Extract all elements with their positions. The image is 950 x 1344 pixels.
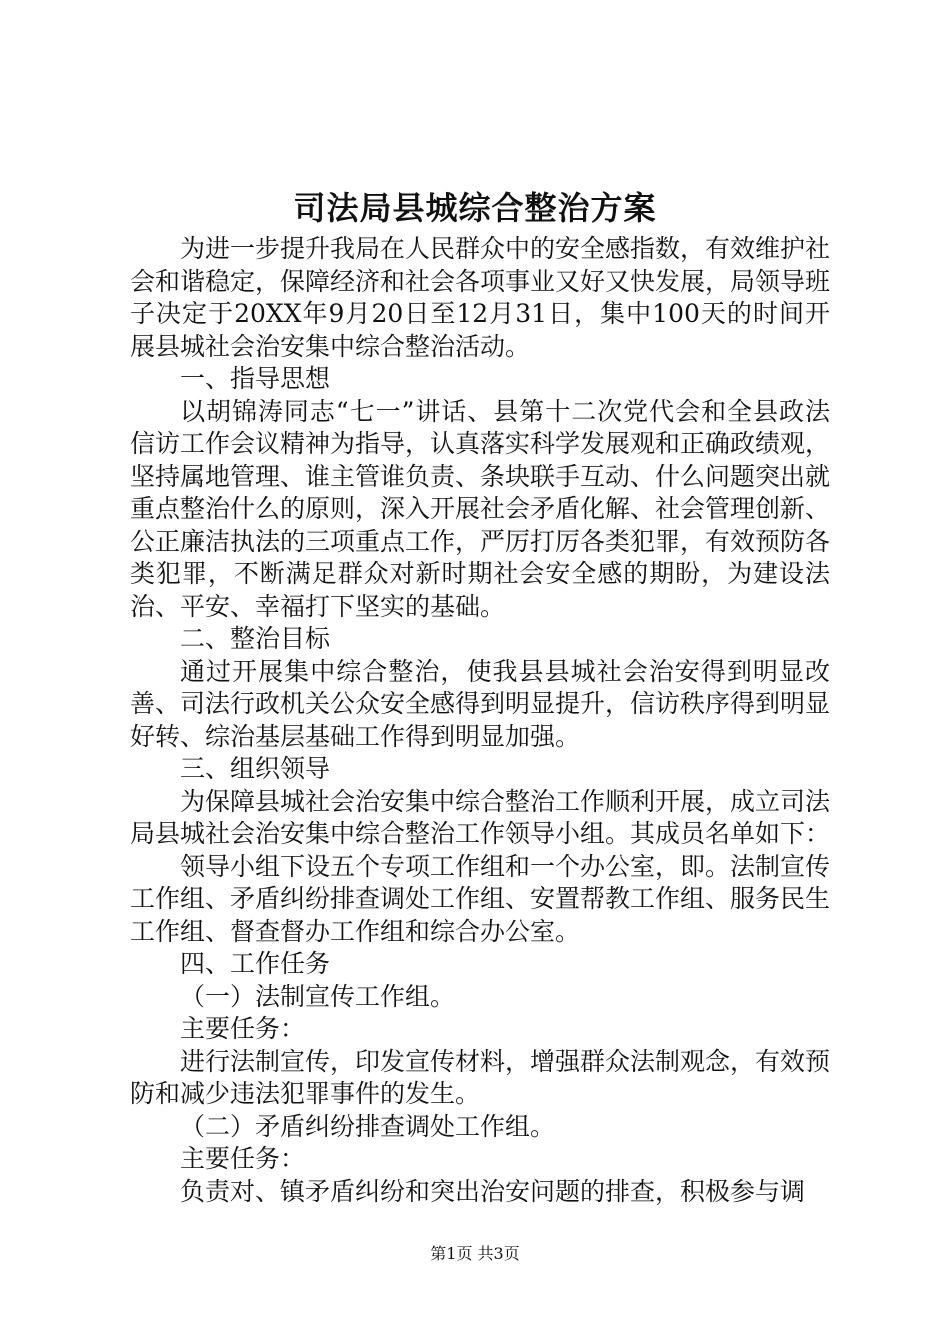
main-tasks-label: 主要任务：	[180, 1144, 306, 1173]
subsection-heading-legal-publicity: （一）法制宣传工作组。	[180, 981, 456, 1011]
paragraph-guiding-thought: 以胡锦涛同志“七一”讲话、县第十二次党代会和全县政法信访工作会议精神为指导，认真落实科学发展观和正确政绩观，坚持属地管理、谁主管谁负责、条块联手互动、什么问题突出就重点整治什么的原则，深入开展社会矛盾化解、社会管理创新、公正廉洁执法的三项重点工作，严厉打厉各类犯罪，有效预防各类犯罪，不断满足群众对新时期社会安全感的期盼，为建设法治、平安、幸福打下坚实的基础。	[130, 396, 831, 621]
document-title: 司法局县城综合整治方案	[293, 189, 657, 227]
main-tasks-label: 主要任务：	[180, 1014, 306, 1043]
paragraph-goals: 通过开展集中综合整治，使我县县城社会治安得到明显改善、司法行政机关公众安全感得到明显提升，信访秩序得到明显好转、综治基层基础工作得到明显加强。	[130, 656, 831, 751]
paragraph-working-groups: 领导小组下设五个专项工作组和一个办公室，即。法制宣传工作组、矛盾纠纷排查调处工作组、安置帮教工作组、服务民生工作组、督查督办工作组和综合办公室。	[130, 851, 831, 946]
section-heading-tasks: 四、工作任务	[180, 949, 331, 978]
page-footer: 第1页 共3页	[430, 1244, 520, 1263]
section-heading-guiding-thought: 一、指导思想	[180, 364, 331, 393]
section-heading-goals: 二、整治目标	[180, 624, 331, 653]
paragraph-leadership: 为保障县城社会治安集中综合整治工作顺利开展，成立司法局县城社会治安集中综合整治工作领导小组。其成员名单如下：	[130, 786, 831, 848]
paragraph-legal-publicity-tasks: 进行法制宣传，印发宣传材料，增强群众法制观念，有效预防和减少违法犯罪事件的发生。	[130, 1046, 831, 1108]
document-body	[130, 233, 830, 1208]
paragraph-dispute-resolution-tasks: 负责对、镇矛盾纠纷和突出治安问题的排查，积极参与调	[180, 1176, 806, 1206]
subsection-heading-dispute-resolution: （二）矛盾纠纷排查调处工作组。	[180, 1111, 556, 1141]
paragraph-intro: 为进一步提升我局在人民群众中的安全感指数，有效维护社会和谐稳定，保障经济和社会各项事业又好又快发展，局领导班子决定于20XX年9月20日至12月31日，集中100天的时间开展县城社会治安集中综合整治活动。	[130, 234, 831, 361]
section-heading-leadership: 三、组织领导	[180, 754, 331, 783]
